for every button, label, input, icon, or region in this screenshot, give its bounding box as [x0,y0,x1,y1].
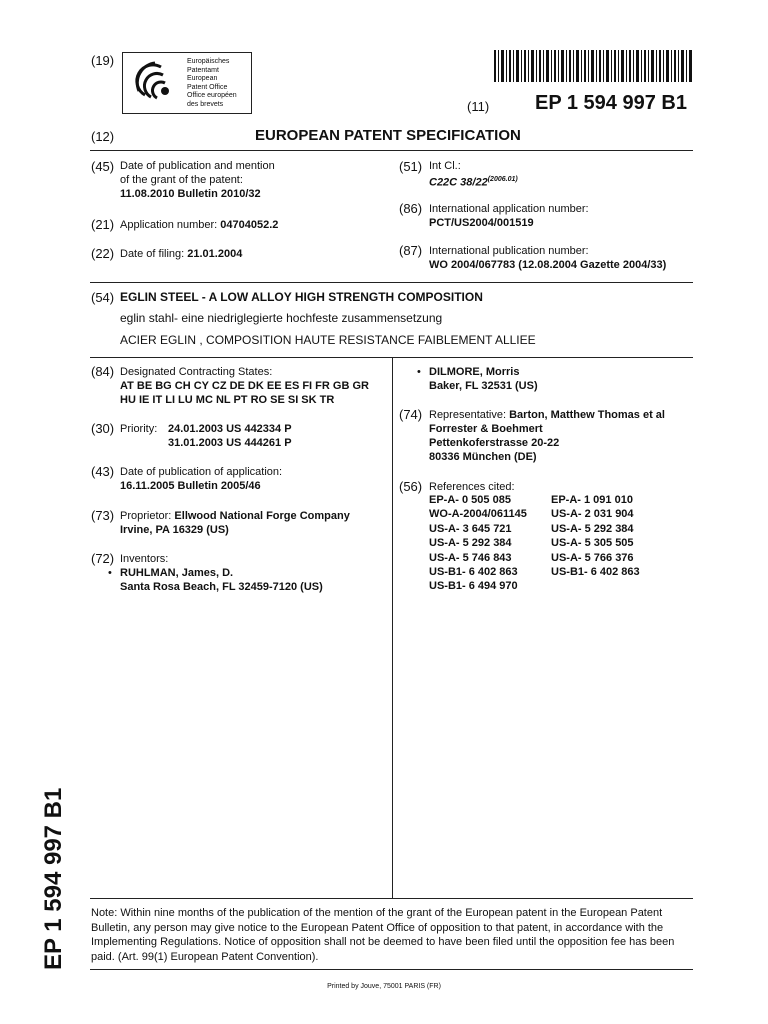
inid-code-74: (74) [399,407,423,422]
inid-code-87: (87) [399,243,423,258]
reference-row: US-A- 5 292 384 US-A- 5 305 505 [429,537,634,550]
priority-label: Priority: [120,423,158,435]
int-cl: Int Cl.: C22C $38/22^{(2006.01)}$ [429,160,518,189]
divider [90,898,693,899]
title-english: EGLIN STEEL - A LOW ALLOY HIGH STRENGTH COMPOSITION [120,290,483,304]
reference-row: WO-A-2004/061145 US-A- 2 031 904 [429,508,634,521]
reference-row: US-A- 5 746 843 US-A- 5 766 376 [429,551,634,564]
title-german: eglin stahl- eine niedriglegierte hochfeste zusammensetzung [120,311,443,325]
title-french: ACIER EGLIN , COMPOSITION HAUTE RESISTANCE FAIBLEMENT ALLIEE [120,333,536,347]
international-publication: International publication number: WO 2004/067783 (12.08.2004 Gazette 2004/33) [429,245,667,271]
inid-code-12: (12) [91,129,115,144]
reference-row: US-A- 3 645 721 US-A- 5 292 384 [429,522,634,535]
publication-of-application: Date of publication of application: 16.11.2005 Bulletin 2005/46 [120,466,283,492]
inid-code-54: (54) [91,290,115,305]
inid-code-19: (19) [91,53,115,68]
inid-code-86: (86) [399,201,423,216]
references-list [429,493,640,594]
inid-code-56: (56) [399,479,423,494]
printer-footer: Printed by Jouve, 75001 PARIS (FR) [327,983,441,990]
bullet: • [417,366,421,378]
application-number: Application number: 04704052.2 [120,219,279,231]
barcode [494,50,692,82]
inid-code-45: (45) [91,159,115,174]
side-document-number: EP 1 594 997 B1 [40,787,67,970]
inid-code-73: (73) [91,508,115,523]
inid-code-51: (51) [399,159,423,174]
filing-date: Date of filing: 21.01.2004 [120,248,243,260]
international-application: International application number: PCT/US2004/001519 [429,203,589,229]
bullet: • [108,567,112,579]
inid-code-11: (11) [467,99,490,114]
divider [90,969,693,970]
inid-code-72: (72) [91,551,115,566]
grant-date-value: 11.08.2010 Bulletin 2010/32 [120,188,261,200]
reference-row: US-B1- 6 402 863 US-B1- 6 402 863 [429,566,640,579]
inventors-label: Inventors: [120,553,169,565]
reference-row: US-B1- 6 494 970 [429,580,518,593]
column-divider [392,357,393,898]
document-type: EUROPEAN PATENT SPECIFICATION [255,127,521,144]
opposition-note: Note: Within nine months of the publication of the mention of the grant of the European patent in the European Patent Bulletin, any person may give notice to the European Patent Office of opposition to that patent, in accordance with the Implementing Regulations. Notice of opposition shall not be deemed to have been filed until the opposition fee has been paid. (Art. 99(1) European Patent Convention). [91,907,675,963]
inventor-2: DILMORE, Morris Baker, FL 32531 (US) [429,366,538,392]
representative: Representative: Barton, Matthew Thomas et al Forrester & Boehmert Pettenkoferstrasse 20-22 80336 München (DE) [429,409,665,463]
inid-code-21: (21) [91,217,115,232]
int-cl-value: C22C 38/22 [429,176,488,189]
reference-row: EP-A- 0 505 085 EP-A- 1 091 010 [429,494,633,506]
epo-logo-icon [125,53,185,113]
inid-code-30: (30) [91,421,115,436]
document-number: EP 1 594 997 B1 [535,92,687,114]
epo-logo [122,52,252,114]
grant-date-label: Date of publication and mention of the grant of the patent: 11.08.2010 Bulletin 2010/32 [120,160,275,200]
office-name: Europäisches Patentamt European Patent Office Office européen des brevets [187,58,237,108]
inid-code-84: (84) [91,364,115,379]
divider [90,282,693,283]
inid-code-43: (43) [91,464,115,479]
designated-states: Designated Contracting States: AT BE BG CH CY CZ DE DK EE ES FI FR GB GR HU IE IT LI LU MC NL PT RO SE SI SK TR [120,366,369,406]
divider [90,150,693,151]
references-label: References cited: [429,481,515,493]
proprietor: Proprietor: Ellwood National Forge Company Irvine, PA 16329 (US) [120,510,350,536]
inventor-1: RUHLMAN, James, D. Santa Rosa Beach, FL 32459-7120 (US) [120,567,323,593]
inid-code-22: (22) [91,246,115,261]
priority-values: 24.01.2003 US 442334 P 31.01.2003 US 444261 P [168,423,292,449]
